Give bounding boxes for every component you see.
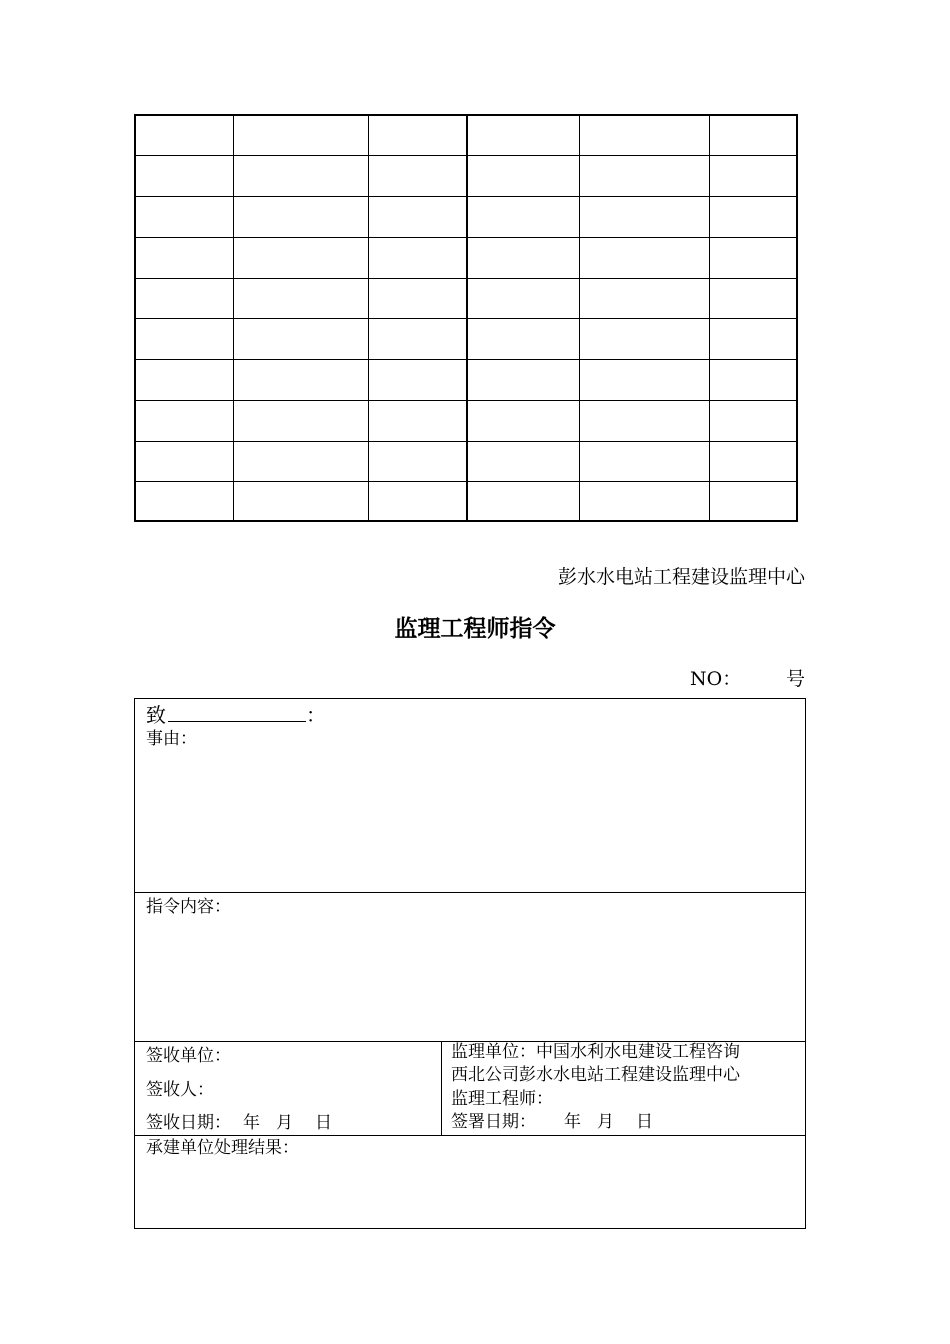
signing-date-label: 签署日期： — [451, 1112, 536, 1132]
grid-column-line — [233, 116, 234, 520]
receipt-date-line — [146, 1115, 332, 1132]
instruction-form — [134, 698, 806, 1229]
signing-day: 日 — [636, 1112, 653, 1132]
signing-year: 年 — [564, 1112, 581, 1132]
receipt-year: 年 — [243, 1113, 260, 1133]
reason-label: 事由： — [146, 729, 197, 749]
receipt-month: 月 — [276, 1113, 293, 1133]
document-number — [690, 664, 805, 691]
recipient-line — [146, 705, 326, 725]
grid-column-line — [709, 116, 710, 520]
grid-column-line — [579, 116, 580, 520]
number-label: NO： — [690, 668, 742, 690]
to-label: 致 — [146, 703, 166, 727]
grid-center-divider — [466, 116, 468, 520]
signing-month: 月 — [597, 1112, 614, 1132]
empty-grid-table — [134, 114, 798, 522]
receipt-unit-label: 签收单位： — [146, 1046, 231, 1066]
supervision-unit-line2: 西北公司彭水水电站工程建设监理中心 — [451, 1065, 740, 1085]
receipt-day: 日 — [315, 1113, 332, 1133]
section-divider — [135, 1135, 805, 1136]
contractor-result-label: 承建单位处理结果： — [146, 1138, 299, 1158]
instruction-content-label: 指令内容： — [146, 897, 231, 917]
column-divider — [441, 1041, 442, 1135]
receipt-date-label: 签收日期： — [146, 1113, 231, 1133]
section-divider — [135, 892, 805, 893]
to-colon: ： — [306, 703, 326, 727]
supervision-unit-line1: 监理单位：中国水利水电建设工程咨询 — [451, 1042, 740, 1062]
grid-column-line — [368, 116, 369, 520]
supervising-engineer-label: 监理工程师： — [451, 1089, 553, 1109]
recipient-blank[interactable] — [168, 705, 306, 722]
signing-date-line — [451, 1114, 653, 1131]
receipt-person-label: 签收人： — [146, 1080, 214, 1100]
number-suffix: 号 — [786, 668, 806, 690]
organization-name: 彭水水电站工程建设监理中心 — [557, 566, 805, 588]
page-title: 监理工程师指令 — [394, 615, 556, 642]
